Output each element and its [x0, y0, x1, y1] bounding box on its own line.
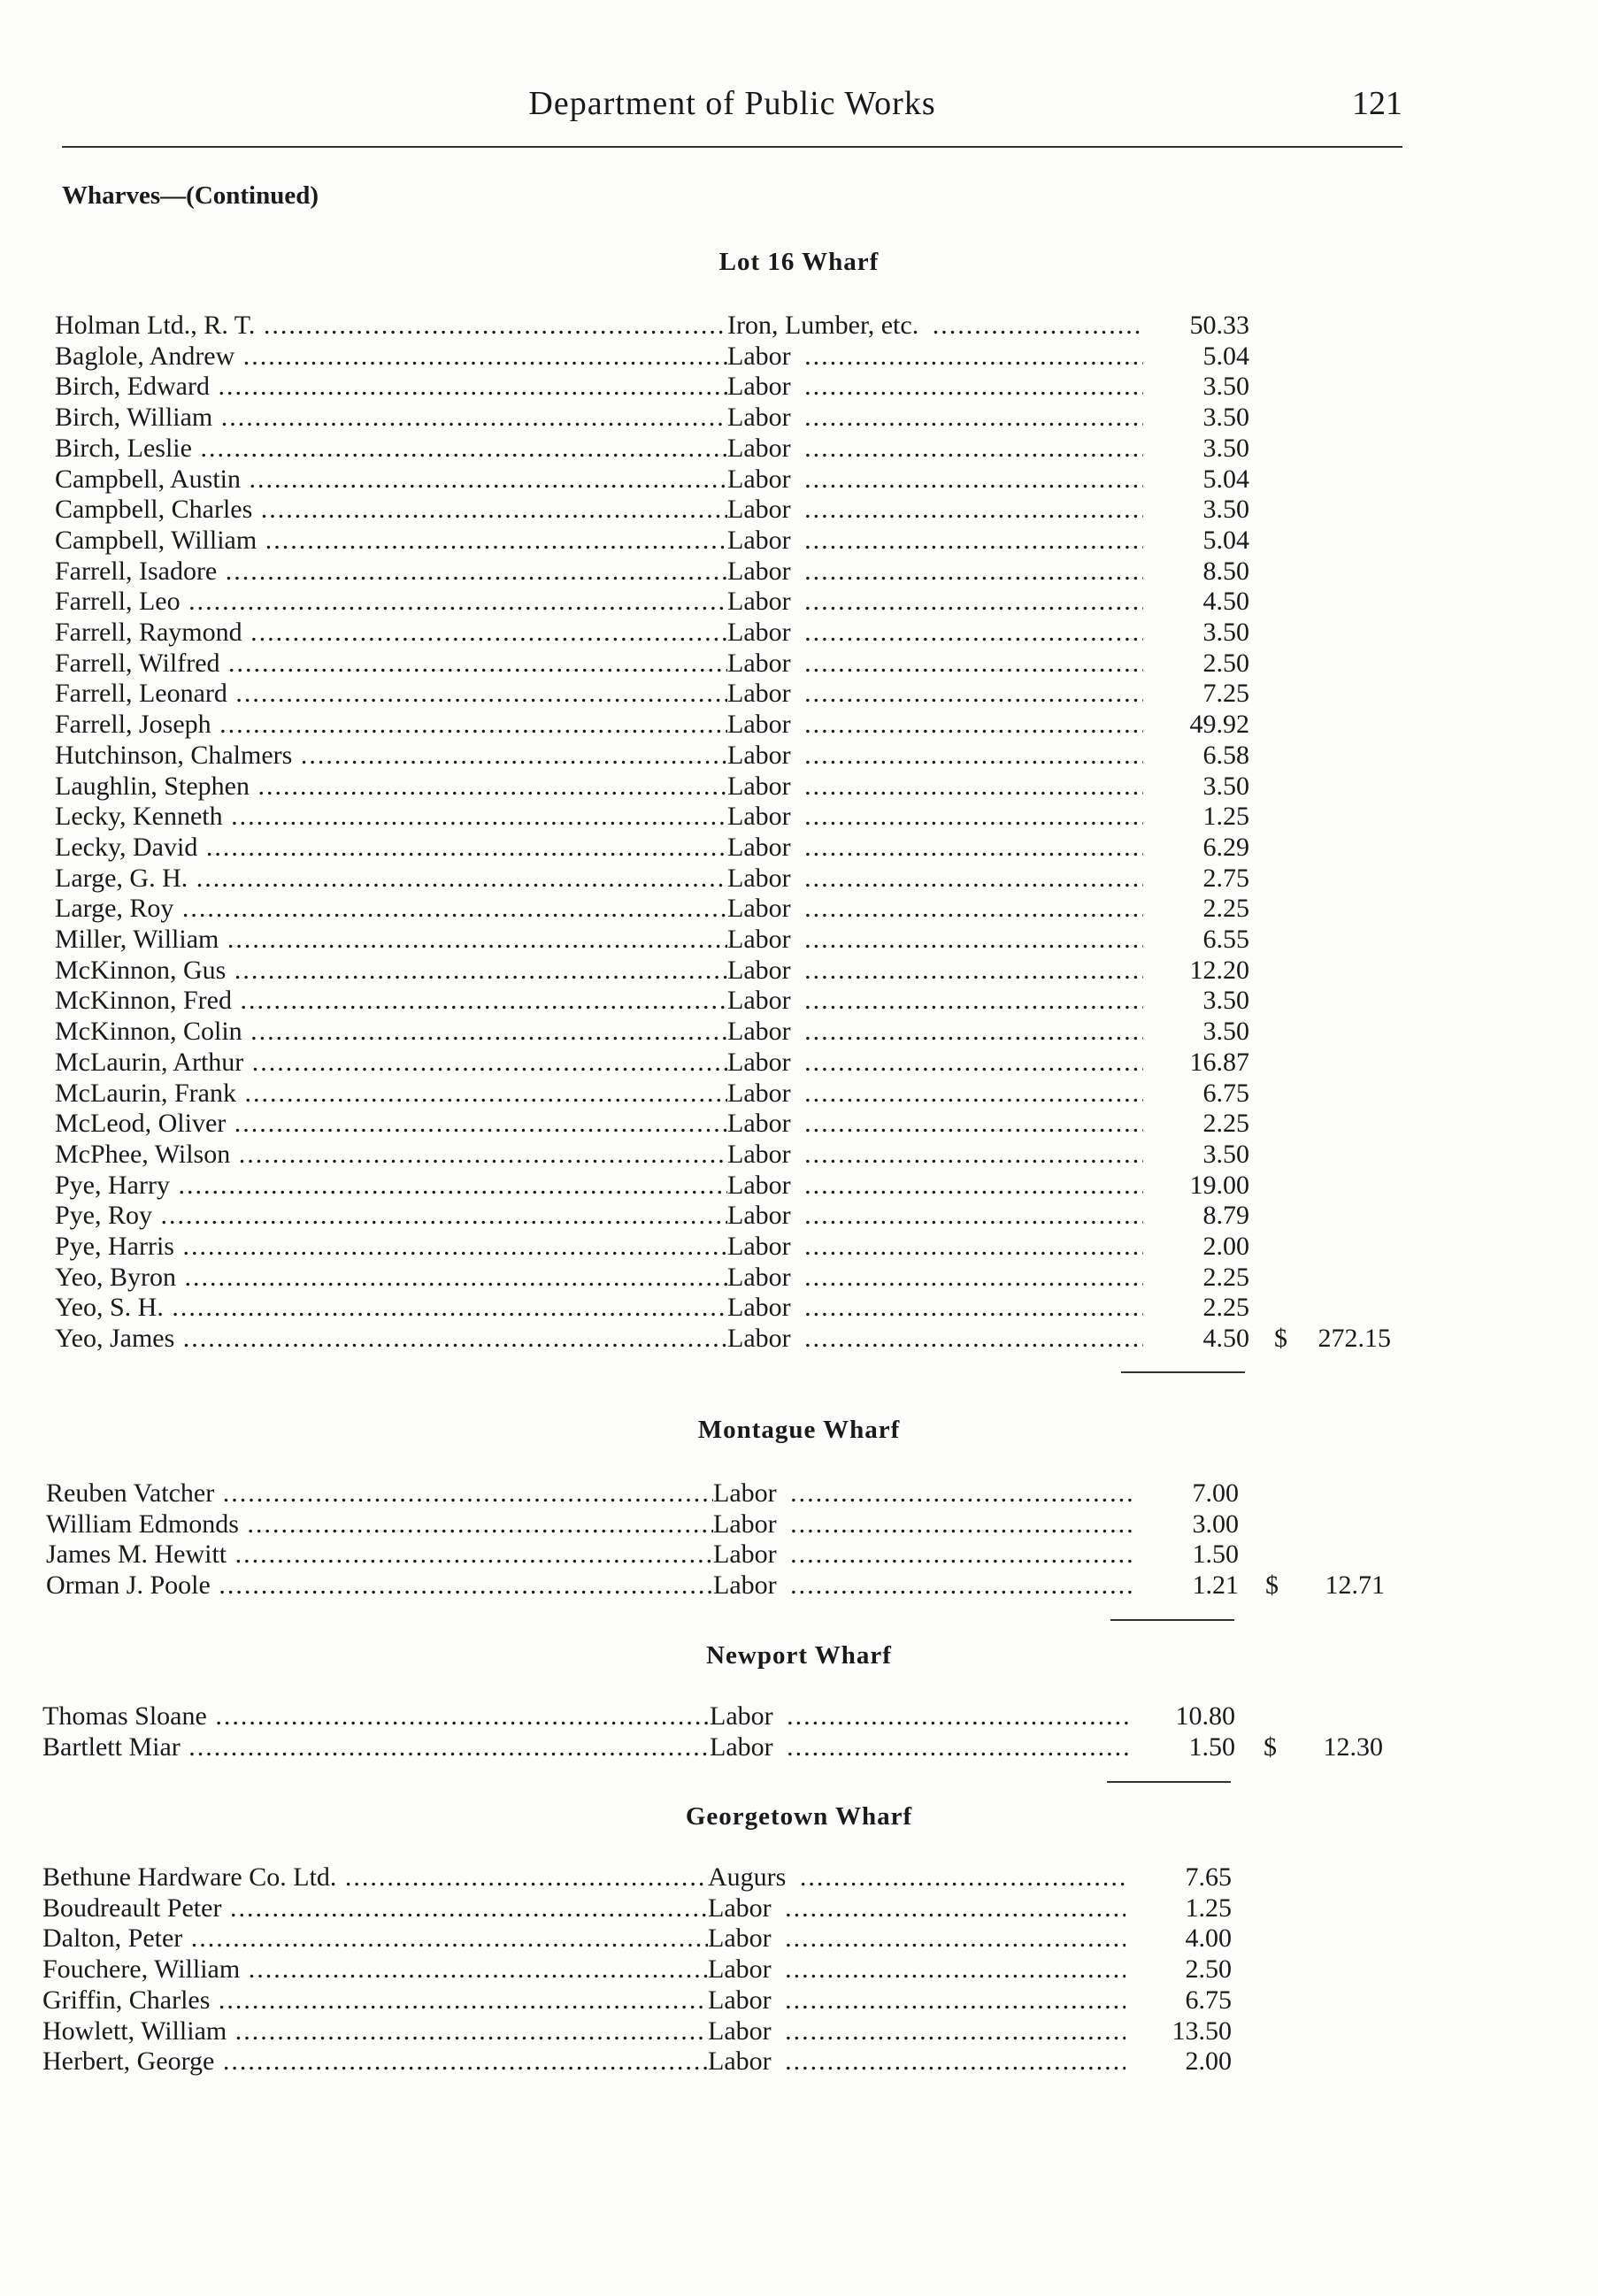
ledger-row [0, 1862, 1598, 1893]
item-description: Labor ..... [713, 1539, 1133, 1570]
item-description: Labor ..... [708, 1923, 1126, 1954]
item-description: Iron, Lumber, etc. ..... [727, 310, 1143, 341]
item-description: Labor ..... [727, 709, 1143, 740]
ledger-row [0, 1323, 1598, 1354]
amount: 3.00 [1192, 1509, 1239, 1539]
wharf-total: 272.15 [1318, 1324, 1391, 1354]
item-description: Labor ..... [727, 586, 1143, 617]
amount: 49.92 [1189, 710, 1249, 740]
payee-name: Bethune Hardware Co. Ltd. ..... [42, 1862, 708, 1893]
payee-name: William Edmonds ..... [46, 1509, 713, 1540]
ledger-row [0, 1078, 1598, 1109]
payee-name: Large, G. H. ..... [55, 863, 727, 894]
amount: 6.75 [1202, 1078, 1249, 1108]
ledger-row [0, 1170, 1598, 1201]
wharf-title: Newport Wharf [706, 1641, 892, 1670]
ledger-row [0, 709, 1598, 740]
ledger-row [0, 863, 1598, 894]
item-description: Labor ..... [727, 1047, 1143, 1078]
payee-name: Herbert, George ..... [42, 2046, 708, 2077]
amount: 5.04 [1202, 464, 1249, 494]
payee-name: Dalton, Peter ..... [42, 1923, 708, 1954]
amount: 3.50 [1202, 403, 1249, 433]
ledger-row [0, 1231, 1598, 1262]
item-description: Augurs ..... [708, 1862, 1126, 1893]
item-description: Labor ..... [727, 740, 1143, 771]
payee-name: Pye, Harris ..... [55, 1231, 727, 1262]
item-description: Labor ..... [708, 2016, 1126, 2046]
amount: 7.00 [1192, 1478, 1239, 1508]
payee-name: Yeo, S. H. ..... [55, 1292, 727, 1323]
amount: 2.00 [1185, 2046, 1232, 2077]
payee-name: McKinnon, Gus ..... [55, 955, 727, 986]
item-description: Labor ..... [708, 2046, 1126, 2077]
wharf-total: 12.71 [1325, 1570, 1385, 1601]
ledger-row [0, 433, 1598, 464]
ledger-row [0, 893, 1598, 924]
item-description: Labor ..... [727, 371, 1143, 402]
ledger-row [0, 1732, 1598, 1762]
amount: 6.75 [1185, 1985, 1232, 2015]
amount: 3.50 [1202, 771, 1249, 801]
item-description: Labor ..... [727, 617, 1143, 648]
payee-name: Campbell, Charles ..... [55, 494, 727, 525]
ledger-row [0, 1108, 1598, 1139]
amount: 1.21 [1192, 1570, 1239, 1601]
payee-name: Laughlin, Stephen ..... [55, 771, 727, 802]
item-description: Labor ..... [727, 556, 1143, 587]
amount: 2.50 [1185, 1954, 1232, 1985]
amount: 6.58 [1202, 740, 1249, 770]
ledger-row [0, 1509, 1598, 1540]
item-description: Labor ..... [727, 464, 1143, 495]
ledger-row [0, 1954, 1598, 1985]
subtotal-rule [1107, 1781, 1231, 1783]
amount: 3.50 [1202, 433, 1249, 463]
wharf-title: Lot 16 Wharf [718, 248, 880, 276]
payee-name: Lecky, Kenneth ..... [55, 801, 727, 832]
payee-name: Farrell, Joseph ..... [55, 709, 727, 740]
payee-name: Campbell, Austin ..... [55, 464, 727, 495]
payee-name: Pye, Roy ..... [55, 1200, 727, 1231]
amount: 8.50 [1202, 556, 1249, 586]
amount: 3.50 [1202, 986, 1249, 1016]
ledger-row [0, 678, 1598, 709]
payee-name: Birch, William ..... [55, 402, 727, 433]
subtotal-rule [1121, 1371, 1245, 1373]
amount: 6.29 [1202, 832, 1249, 862]
ledger-row [0, 1262, 1598, 1293]
ledger-row [0, 494, 1598, 525]
payee-name: McLaurin, Frank ..... [55, 1078, 727, 1109]
item-description: Labor ..... [727, 863, 1143, 894]
payee-name: Birch, Edward ..... [55, 371, 727, 402]
amount: 3.50 [1202, 372, 1249, 402]
item-description: Labor ..... [727, 1170, 1143, 1201]
item-description: Labor ..... [713, 1478, 1133, 1509]
payee-name: James M. Hewitt ..... [46, 1539, 713, 1570]
amount: 50.33 [1189, 311, 1249, 340]
item-description: Labor ..... [727, 1108, 1143, 1139]
amount: 4.50 [1202, 587, 1249, 617]
amount: 2.50 [1202, 648, 1249, 678]
ledger-row [0, 1016, 1598, 1047]
item-description: Labor ..... [727, 985, 1143, 1016]
currency-symbol: $ [1265, 1570, 1279, 1601]
amount: 1.50 [1188, 1732, 1235, 1762]
item-description: Labor ..... [727, 1262, 1143, 1293]
payee-name: Miller, William ..... [55, 924, 727, 955]
wharf-title: Georgetown Wharf [685, 1802, 913, 1831]
amount: 13.50 [1172, 2016, 1232, 2046]
payee-name: McLaurin, Arthur ..... [55, 1047, 727, 1078]
payee-name: Yeo, Byron ..... [55, 1262, 727, 1293]
amount: 2.25 [1202, 894, 1249, 924]
ledger-row [0, 1923, 1598, 1954]
page-number: 121 [1352, 85, 1402, 122]
payee-name: Yeo, James ..... [55, 1323, 727, 1354]
ledger-row [0, 648, 1598, 679]
item-description: Labor ..... [708, 1893, 1126, 1924]
ledger-row [0, 525, 1598, 556]
section-heading: Wharves—(Continued) [62, 181, 319, 210]
ledger-row [0, 1200, 1598, 1231]
item-description: Labor ..... [727, 494, 1143, 525]
ledger-row [0, 1047, 1598, 1078]
item-description: Labor ..... [710, 1701, 1129, 1732]
ledger-row [0, 832, 1598, 863]
payee-name: Lecky, David ..... [55, 832, 727, 863]
item-description: Labor ..... [727, 678, 1143, 709]
item-description: Labor ..... [727, 402, 1143, 433]
amount: 4.00 [1185, 1924, 1232, 1954]
item-description: Labor ..... [727, 771, 1143, 802]
amount: 3.50 [1202, 1017, 1249, 1047]
item-description: Labor ..... [727, 832, 1143, 863]
wharf-total: 12.30 [1323, 1732, 1383, 1762]
ledger-row [0, 985, 1598, 1016]
amount: 1.25 [1202, 802, 1249, 832]
currency-symbol: $ [1274, 1324, 1287, 1354]
payee-name: Pye, Harry ..... [55, 1170, 727, 1201]
amount: 3.50 [1202, 1139, 1249, 1169]
item-description: Labor ..... [727, 801, 1143, 832]
ledger-row [0, 2046, 1598, 2077]
ledger-row [0, 371, 1598, 402]
amount: 12.20 [1189, 955, 1249, 985]
item-description: Labor ..... [727, 1078, 1143, 1109]
item-description: Labor ..... [727, 1016, 1143, 1047]
ledger-row [0, 955, 1598, 986]
payee-name: Bartlett Miar ..... [42, 1732, 710, 1762]
payee-name: Thomas Sloane ..... [42, 1701, 710, 1732]
ledger-row [0, 1701, 1598, 1732]
amount: 2.25 [1202, 1293, 1249, 1323]
amount: 6.55 [1202, 925, 1249, 954]
amount: 4.50 [1202, 1324, 1249, 1354]
item-description: Labor ..... [727, 1200, 1143, 1231]
amount: 2.75 [1202, 863, 1249, 893]
item-description: Labor ..... [727, 1139, 1143, 1170]
amount: 16.87 [1189, 1047, 1249, 1077]
amount: 3.50 [1202, 495, 1249, 525]
ledger-row [0, 771, 1598, 802]
amount: 8.79 [1202, 1201, 1249, 1231]
payee-name: Howlett, William ..... [42, 2016, 708, 2046]
ledger-row [0, 617, 1598, 648]
item-description: Labor ..... [727, 1231, 1143, 1262]
item-description: Labor ..... [727, 1292, 1143, 1323]
ledger-row [0, 1478, 1598, 1509]
payee-name: Farrell, Leo ..... [55, 586, 727, 617]
amount: 7.25 [1202, 679, 1249, 709]
item-description: Labor ..... [727, 924, 1143, 955]
item-description: Labor ..... [727, 893, 1143, 924]
amount: 1.50 [1192, 1540, 1239, 1570]
payee-name: Farrell, Leonard ..... [55, 678, 727, 709]
payee-name: Reuben Vatcher ..... [46, 1478, 713, 1509]
amount: 2.25 [1202, 1262, 1249, 1292]
item-description: Labor ..... [727, 1323, 1143, 1354]
item-description: Labor ..... [727, 648, 1143, 679]
item-description: Labor ..... [713, 1570, 1133, 1601]
ledger-row [0, 801, 1598, 832]
payee-name: Baglole, Andrew ..... [55, 341, 727, 372]
amount: 19.00 [1189, 1170, 1249, 1200]
ledger-row [0, 1570, 1598, 1601]
item-description: Labor ..... [727, 525, 1143, 556]
ledger-row [0, 1292, 1598, 1323]
payee-name: Farrell, Raymond ..... [55, 617, 727, 648]
amount: 3.50 [1202, 618, 1249, 647]
amount: 7.65 [1185, 1862, 1232, 1892]
wharf-title: Montague Wharf [697, 1416, 901, 1444]
subtotal-rule [1110, 1619, 1234, 1621]
page-title: Department of Public Works [528, 85, 936, 122]
payee-name: McKinnon, Colin ..... [55, 1016, 727, 1047]
amount: 2.25 [1202, 1109, 1249, 1139]
payee-name: McKinnon, Fred ..... [55, 985, 727, 1016]
ledger-row [0, 1139, 1598, 1170]
item-description: Labor ..... [710, 1732, 1129, 1762]
payee-name: Farrell, Isadore ..... [55, 556, 727, 587]
amount: 10.80 [1175, 1701, 1235, 1731]
amount: 1.25 [1185, 1893, 1232, 1923]
item-description: Labor ..... [708, 1985, 1126, 2016]
ledger-row [0, 556, 1598, 587]
ledger-row [0, 1985, 1598, 2016]
payee-name: Orman J. Poole ..... [46, 1570, 713, 1601]
payee-name: McPhee, Wilson ..... [55, 1139, 727, 1170]
ledger-row [0, 310, 1598, 341]
amount: 2.00 [1202, 1232, 1249, 1261]
item-description: Labor ..... [727, 433, 1143, 464]
payee-name: Farrell, Wilfred ..... [55, 648, 727, 679]
payee-name: Boudreault Peter ..... [42, 1893, 708, 1924]
item-description: Labor ..... [708, 1954, 1126, 1985]
item-description: Labor ..... [713, 1509, 1133, 1540]
ledger-row [0, 924, 1598, 955]
ledger-row [0, 464, 1598, 495]
payee-name: Fouchere, William ..... [42, 1954, 708, 1985]
currency-symbol: $ [1264, 1732, 1277, 1762]
ledger-row [0, 740, 1598, 771]
ledger-row [0, 2016, 1598, 2046]
page-header [62, 84, 1402, 148]
payee-name: Birch, Leslie ..... [55, 433, 727, 464]
item-description: Labor ..... [727, 341, 1143, 372]
ledger-row [0, 341, 1598, 372]
payee-name: Hutchinson, Chalmers ..... [55, 740, 727, 771]
amount: 5.04 [1202, 525, 1249, 555]
item-description: Labor ..... [727, 955, 1143, 986]
payee-name: Holman Ltd., R. T. ..... [55, 310, 727, 341]
payee-name: Griffin, Charles ..... [42, 1985, 708, 2016]
payee-name: Large, Roy ..... [55, 893, 727, 924]
payee-name: McLeod, Oliver ..... [55, 1108, 727, 1139]
payee-name: Campbell, William ..... [55, 525, 727, 556]
ledger-row [0, 1539, 1598, 1570]
ledger-row [0, 586, 1598, 617]
ledger-row [0, 402, 1598, 433]
amount: 5.04 [1202, 341, 1249, 371]
ledger-row [0, 1893, 1598, 1924]
